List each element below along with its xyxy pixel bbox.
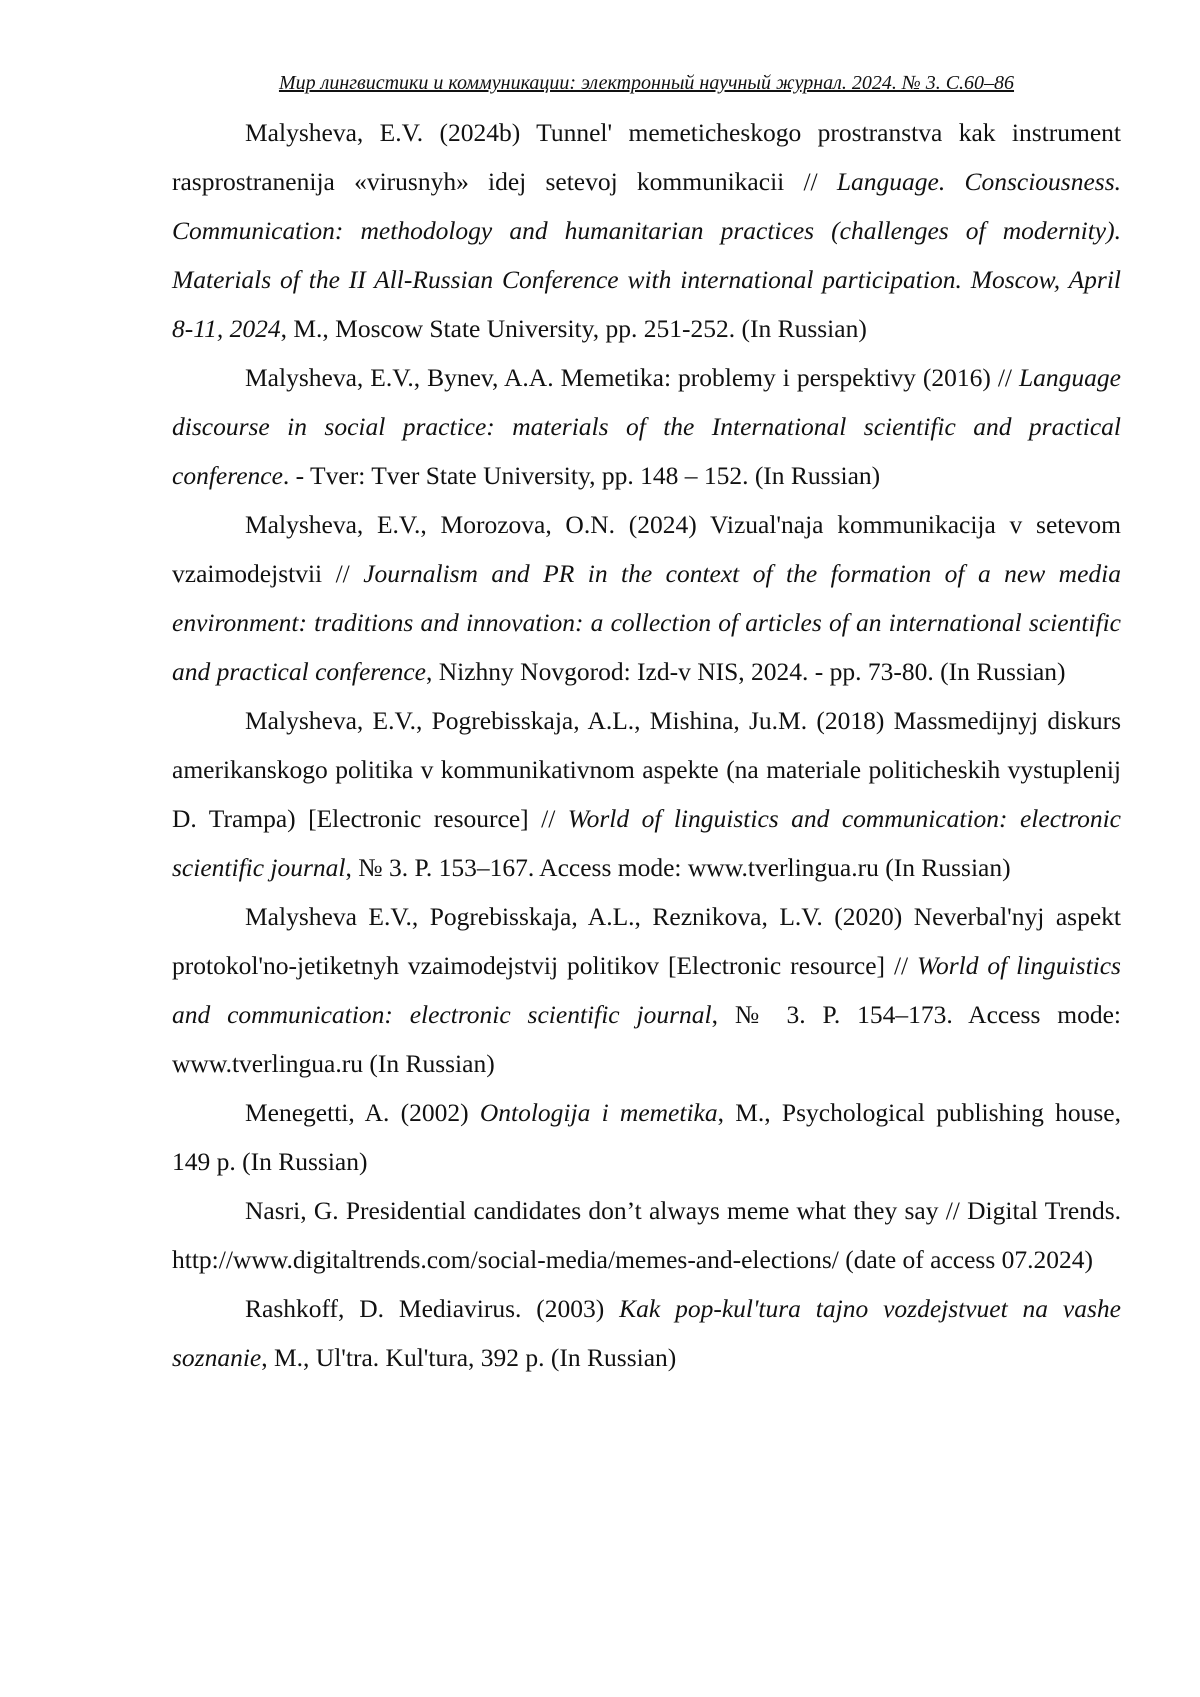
reference-entry: Menegetti, A. (2002) Ontologija i memetika, M., Psychological publishing house, 149 p. (In Russian): [172, 1098, 1121, 1176]
reference-entry: Rashkoff, D. Mediavirus. (2003) Kak pop-kul'tura tajno vozdejstvuet na vashe soznanie, M., Ul'tra. Kul'tura, 392 p. (In Russian): [172, 1294, 1121, 1372]
reference-entry: Malysheva, E.V. (2024b) Tunnel' memeticheskogo prostranstva kak instrument rasprostranenija «virusnyh» idej setevoj kommunikacii // Language. Consciousness. Communication: methodology and humanitarian practices (challenges of modernity). Materials of the II All-Russian Conference with international participation. Moscow, April 8-11, 2024, M., Moscow State University, pp. 251-252. (In Russian): [172, 118, 1121, 343]
reference-entry: Malysheva, E.V., Bynev, A.A. Memetika: problemy i perspektivy (2016) // Language discourse in social practice: materials of the International scientific and practical conference. - Tver: Tver State University, pp. 148 – 152. (In Russian): [172, 363, 1121, 490]
reference-entry: Malysheva, E.V., Pogrebisskaja, A.L., Mishina, Ju.M. (2018) Massmedijnyj diskurs amerikanskogo politika v kommunikativnom aspekte (na materiale politicheskih vystuplenij D. Trampa) [Electronic resource] // World of linguistics and communication: electronic scientific journal, № 3. P. 153–167. Access mode: www.tverlingua.ru (In Russian): [172, 706, 1121, 882]
reference-entry: Malysheva E.V., Pogrebisskaja, A.L., Reznikova, L.V. (2020) Neverbal'nyj aspekt protokol'no-jetiketnyh vzaimodejstvij politikov [Electronic resource] // World of linguistics and communication: electronic scientific journal, № 3. P. 154–173. Access mode: www.tverlingua.ru (In Russian): [172, 902, 1121, 1078]
running-header: Мир лингвистики и коммуникации: электронный научный журнал. 2024. № 3. С.60–86: [278, 72, 1015, 94]
reference-entry: Malysheva, E.V., Morozova, O.N. (2024) Vizual'naja kommunikacija v setevom vzaimodejstvii // Journalism and PR in the context of the formation of a new media environment: traditions and innovation: a collection of articles of an international scientific and practical conference, Nizhny Novgorod: Izd-v NIS, 2024. - pp. 73-80. (In Russian): [172, 510, 1121, 686]
reference-entry: Nasri, G. Presidential candidates don’t always meme what they say // Digital Trends. http://www.digitaltrends.com/social-media/memes-and-elections/ (date of access 07.2024): [172, 1196, 1121, 1274]
